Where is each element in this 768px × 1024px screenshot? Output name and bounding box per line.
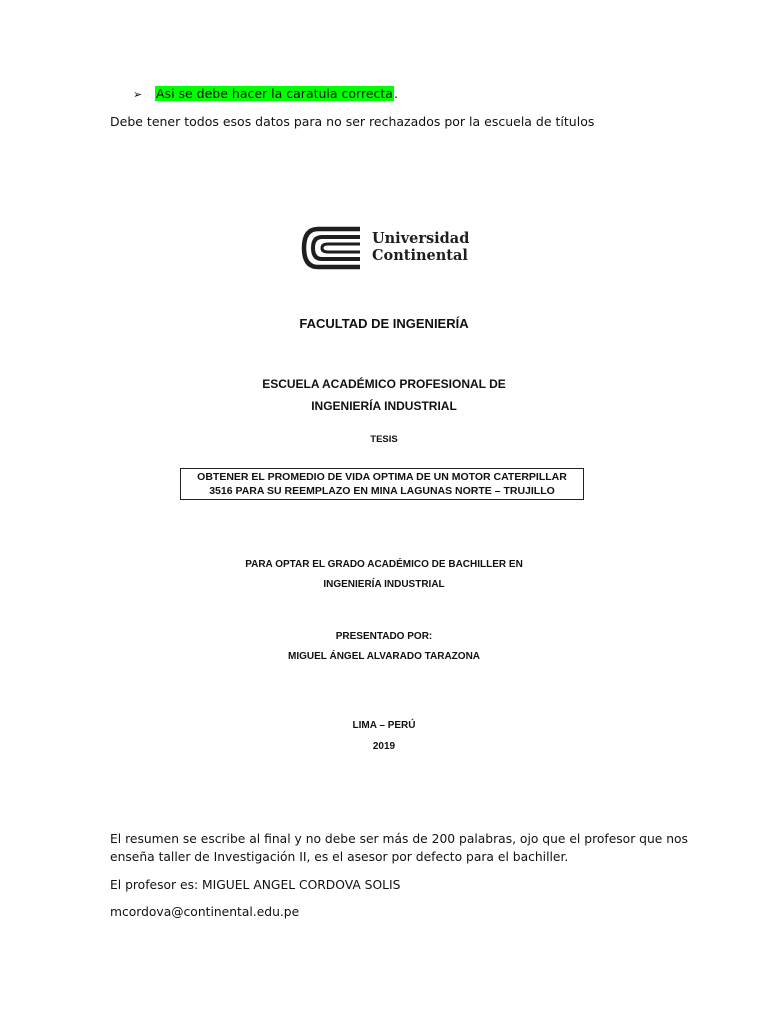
grado-line-1: PARA OPTAR EL GRADO ACADÉMICO DE BACHILLER EN xyxy=(245,559,523,570)
bullet-item xyxy=(133,85,398,104)
intro-text: Debe tener todos esos datos para no ser rechazados por la escuela de títulos xyxy=(110,114,595,129)
author-name: MIGUEL ÁNGEL ALVARADO TARAZONA xyxy=(287,651,481,662)
presentado-label: PRESENTADO POR: xyxy=(335,631,433,642)
logo-wordmark xyxy=(372,230,469,264)
logo-line-1: Universidad xyxy=(372,230,470,247)
profesor-note: El profesor es: MIGUEL ANGEL CORDOVA SOLIS xyxy=(110,878,401,892)
arrow-bullet-icon: ➢ xyxy=(133,88,143,101)
escuela-line-2: INGENIERÍA INDUSTRIAL xyxy=(311,399,457,413)
year: 2019 xyxy=(372,741,396,752)
grado-block xyxy=(0,555,768,595)
place: LIMA – PERÚ xyxy=(352,720,416,731)
escuela-line-1: ESCUELA ACADÉMICO PROFESIONAL DE xyxy=(262,377,506,391)
logo-line-2: Continental xyxy=(372,247,468,264)
escuela-heading xyxy=(0,373,768,417)
place-year-block xyxy=(0,715,768,757)
thesis-title-line-2: 3516 PARA SU REEMPLAZO EN MINA LAGUNAS NORTE – TRUJILLO xyxy=(209,485,555,497)
presentado-block xyxy=(0,627,768,667)
highlighted-text: Asi se debe hacer la caratula correcta xyxy=(156,86,393,101)
grado-line-2: INGENIERÍA INDUSTRIAL xyxy=(323,579,445,590)
thesis-title-box xyxy=(180,468,584,500)
faculty-heading: FACULTAD DE INGENIERÍA xyxy=(299,316,469,331)
resumen-line-1: El resumen se escribe al final y no debe ser más de 200 palabras, ojo que el profesor que nos xyxy=(110,832,688,846)
email-text: mcordova@continental.edu.pe xyxy=(110,905,300,919)
bullet-trailing: . xyxy=(393,86,398,101)
tesis-label: TESIS xyxy=(370,434,398,445)
thesis-title-line-1: OBTENER EL PROMEDIO DE VIDA OPTIMA DE UN MOTOR CATERPILLAR xyxy=(197,471,567,483)
resumen-line-2: enseña taller de Investigación II, es el asesor por defecto para el bachiller. xyxy=(110,850,569,864)
resumen-note xyxy=(110,830,690,866)
